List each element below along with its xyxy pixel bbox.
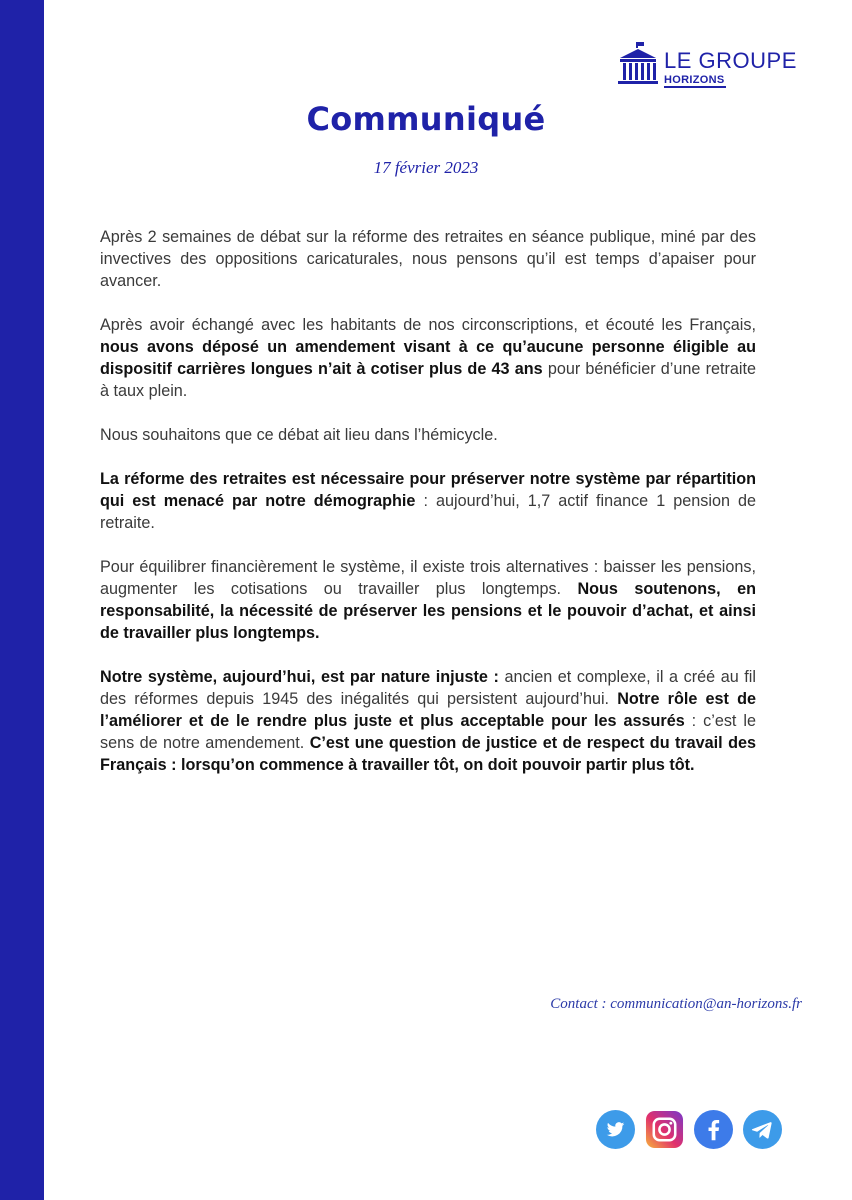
paragraph-text: Nous souhaitons que ce débat ait lieu dans l’hémicycle.: [100, 426, 498, 444]
paragraph-bold-text: Nous soutenons, en responsabilité, la nécessité de préserver les pensions et le pouvoir d’achat, et ainsi de travailler plus longtemps.: [100, 580, 756, 642]
side-accent-bar: [0, 0, 44, 1200]
instagram-icon[interactable]: [645, 1110, 684, 1149]
twitter-icon[interactable]: [596, 1110, 635, 1149]
paragraph-bold-text: Notre rôle est de l’améliorer et de le rendre plus juste et plus acceptable pour les assurés: [100, 690, 756, 730]
paragraph: [100, 468, 756, 534]
logo-text-line1: LE GROUPE: [664, 48, 797, 73]
logo-text-line2: HORIZONS: [664, 74, 725, 86]
logo: [616, 40, 796, 90]
paragraph: [100, 666, 756, 776]
facebook-icon[interactable]: [694, 1110, 733, 1149]
paragraph: [100, 314, 756, 402]
paragraph: [100, 556, 756, 644]
paragraph-text: pour bénéficier d’une retraite à taux plein.: [100, 360, 756, 400]
paragraph-bold-text: nous avons déposé un amendement visant à ce qu’aucune personne éligible au dispositif carrières longues n’ait à cotiser plus de 43 ans: [100, 338, 756, 378]
paragraph: [100, 226, 756, 292]
body-text: [100, 226, 756, 798]
social-links: [596, 1110, 782, 1152]
paragraph-bold-text: La réforme des retraites est nécessaire pour préserver notre système par répartition qui est menacé par notre démographie: [100, 470, 756, 510]
page-title: Communiqué: [306, 100, 546, 138]
paragraph: [100, 424, 756, 446]
paragraph-bold-text: Notre système, aujourd’hui, est par nature injuste :: [100, 668, 499, 686]
paragraph-text: ancien et complexe, il a créé au fil des réformes depuis 1945 des inégalités qui persistent aujourd’hui.: [100, 668, 756, 708]
paragraph-text: Après avoir échangé avec les habitants de nos circonscriptions, et écouté les Français,: [100, 316, 756, 334]
paragraph-bold-text: C’est une question de justice et de respect du travail des Français : lorsqu’on commence à travailler tôt, on doit pouvoir partir plus tôt.: [100, 734, 756, 774]
date: 17 février 2023: [373, 158, 479, 177]
contact-line[interactable]: Contact : communication@an-horizons.fr: [550, 996, 802, 1012]
paragraph-text: Pour équilibrer financièrement le système, il existe trois alternatives : baisser les pensions, augmenter les cotisations ou travailler plus longtemps.: [100, 558, 756, 598]
paragraph-text: : c’est le sens de notre amendement.: [100, 712, 756, 752]
parliament-building-icon: [616, 40, 660, 88]
paragraph-text: : aujourd’hui, 1,7 actif finance 1 pension de retraite.: [100, 492, 756, 532]
telegram-icon[interactable]: [743, 1110, 782, 1149]
paragraph-text: Après 2 semaines de débat sur la réforme des retraites en séance publique, miné par des invectives des oppositions caricaturales, nous pensons qu’il est temps d’apaiser pour avancer.: [100, 228, 756, 290]
